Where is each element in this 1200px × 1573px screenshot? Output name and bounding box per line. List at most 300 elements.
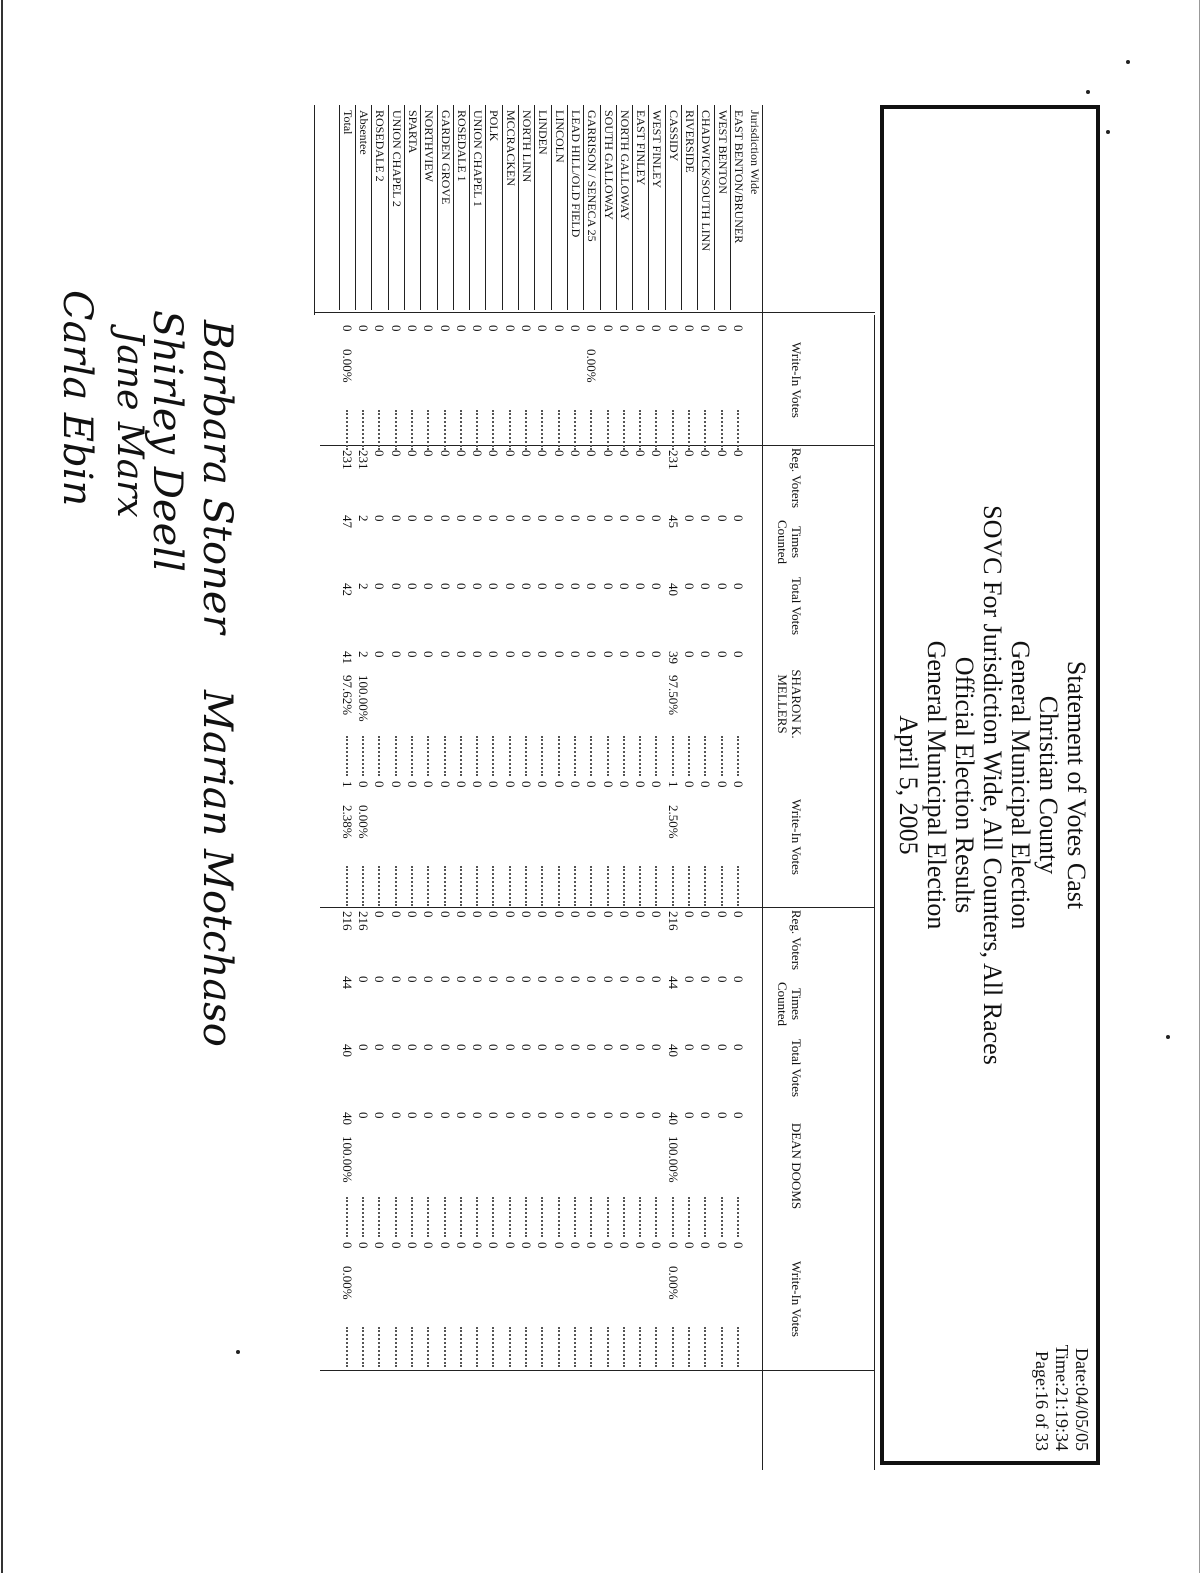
vote-value: 0 (568, 1112, 583, 1119)
vote-value: 0 (731, 515, 746, 522)
vote-value: 0 (698, 1242, 714, 1249)
dot-leader (670, 410, 674, 450)
vote-value: 0 (453, 325, 469, 332)
jurisdiction-name: NORTHVIEW (422, 110, 437, 182)
dot-leader (588, 866, 592, 906)
vote-value: 0 (372, 781, 388, 788)
vote-value: 0 (633, 976, 649, 983)
vote-value: 0 (470, 651, 486, 658)
vote-value: 0 (616, 583, 632, 590)
vote-value: 0 (470, 1044, 486, 1051)
dot-leader (458, 736, 462, 776)
vote-value: 0 (600, 450, 616, 457)
vote-value: 0 (568, 583, 583, 590)
vote-value: 1 (339, 781, 355, 788)
vote-value: 40 (665, 583, 681, 596)
vote-value: 0 (698, 515, 714, 522)
jurisdiction-name: LINDEN (536, 110, 551, 155)
vote-value: 0 (584, 1242, 600, 1249)
vote-value: 0 (372, 1242, 388, 1249)
row-rule (518, 105, 519, 310)
vote-value: 0 (519, 450, 535, 457)
title-line: General Municipal Election (922, 640, 951, 930)
vote-value: 0 (470, 1242, 486, 1249)
dot-leader (719, 1327, 723, 1367)
row-rule (632, 105, 633, 310)
vote-percent: 0.00% (356, 805, 372, 839)
dot-leader (702, 736, 706, 776)
vote-value: 0 (584, 911, 600, 918)
dot-leader (409, 1327, 413, 1367)
dot-leader (393, 1197, 397, 1237)
dot-leader (344, 1327, 348, 1367)
dot-leader (458, 866, 462, 906)
vote-value: 0 (421, 515, 437, 522)
jurisdiction-name: CHADWICK/SOUTH LINN (699, 110, 714, 251)
vote-value: 0 (356, 976, 372, 983)
vote-value: 0 (437, 325, 453, 332)
vote-value: 0 (388, 781, 404, 788)
dot-leader (735, 866, 739, 906)
vote-value: 44 (339, 976, 355, 989)
vote-value: 0 (714, 781, 730, 788)
vote-value: 0 (356, 781, 372, 788)
row-rule (388, 105, 389, 310)
vote-value: 0 (535, 1242, 551, 1249)
row-rule (453, 105, 454, 310)
dot-leader (491, 1327, 495, 1367)
vote-value: 0 (584, 325, 600, 332)
vote-value: 0 (356, 1044, 372, 1051)
vote-value: 0 (649, 450, 665, 457)
dot-leader (654, 1327, 658, 1367)
report-time: Time:21:19:34 (1052, 1344, 1072, 1451)
dot-leader (621, 736, 625, 776)
vote-value: 0 (519, 515, 535, 522)
report-date: Date:04/05/05 (1072, 1348, 1092, 1451)
vote-value: 0 (486, 450, 502, 457)
dot-leader (507, 1327, 511, 1367)
vote-value: 0 (405, 583, 420, 590)
jurisdiction-name: EAST BENTON/BRUNER (732, 110, 746, 244)
dot-leader (686, 1327, 690, 1367)
column-header: Total Votes (789, 1038, 804, 1098)
vote-value: 0 (682, 911, 698, 918)
vote-value: 0 (502, 1044, 518, 1051)
scan-speck (236, 1350, 240, 1354)
row-rule (567, 105, 568, 310)
dot-leader (491, 1197, 495, 1237)
vote-value: 0 (698, 651, 714, 658)
jurisdiction-name: SOUTH GALLOWAY (601, 110, 616, 220)
dot-leader (376, 1327, 380, 1367)
vote-value: 0 (502, 976, 518, 983)
vote-value: 0 (665, 1242, 681, 1249)
dot-leader (539, 410, 543, 450)
vote-value: 0 (584, 651, 600, 658)
dot-leader (735, 736, 739, 776)
dot-leader (556, 736, 560, 776)
vote-value: 0 (535, 1112, 551, 1119)
vote-value: 47 (339, 515, 355, 528)
vote-value: 0 (437, 911, 453, 918)
vote-value: 0 (405, 1044, 420, 1051)
vote-value: 0 (649, 325, 665, 332)
vote-value: 0 (616, 1242, 632, 1249)
vote-value: 0 (714, 911, 730, 918)
dot-leader (654, 410, 658, 450)
vote-value: 0 (568, 450, 583, 457)
vote-value: 0 (731, 1044, 746, 1051)
signature: Marian Motchaso (194, 690, 240, 1047)
dot-leader (376, 736, 380, 776)
vote-value: 0 (405, 450, 420, 457)
vote-value: 0 (437, 450, 453, 457)
dot-leader (572, 410, 576, 450)
vote-value: 0 (649, 1044, 665, 1051)
dot-leader (621, 410, 625, 450)
vote-value: 0 (453, 515, 469, 522)
scan-speck (1126, 60, 1130, 64)
column-header: SHARON K. MELLERS (775, 669, 804, 739)
vote-value: 0 (633, 781, 649, 788)
row-rule (714, 105, 715, 310)
vote-value: 41 (339, 651, 355, 664)
vote-value: 0 (388, 583, 404, 590)
vote-value: 0 (372, 583, 388, 590)
dot-leader (572, 1197, 576, 1237)
vote-value: 0 (486, 1242, 502, 1249)
title-line: SOVC For Jurisdiction Wide, All Counters, All Races (978, 505, 1007, 1065)
vote-value: 0 (388, 1242, 404, 1249)
vote-value: 0 (453, 911, 469, 918)
jurisdiction-name: GARDEN GROVE (438, 110, 453, 205)
dot-leader (523, 866, 527, 906)
vote-value: 0 (519, 976, 535, 983)
dot-leader (376, 866, 380, 906)
dot-leader (523, 1197, 527, 1237)
vote-value: 0 (616, 781, 632, 788)
vote-value: 0 (486, 325, 502, 332)
scan-speck (1166, 1035, 1170, 1039)
jurisdiction-name: CASSIDY (666, 110, 681, 162)
vote-value: 0 (731, 911, 746, 918)
vote-value: 0 (568, 1044, 583, 1051)
dot-leader (507, 736, 511, 776)
dot-leader (442, 1327, 446, 1367)
row-rule (649, 105, 650, 310)
jurisdiction-name: NORTH GALLOWAY (617, 110, 632, 221)
vote-value: 0 (584, 976, 600, 983)
report-page: Page:16 of 33 (1032, 1351, 1052, 1451)
title-line: Christian County (1034, 695, 1063, 875)
dot-leader (605, 410, 609, 450)
table-border (874, 315, 875, 1470)
dot-leader (588, 1197, 592, 1237)
dot-leader (556, 1327, 560, 1367)
vote-value: 0 (568, 911, 583, 918)
dot-leader (637, 1327, 641, 1367)
dot-leader (605, 1197, 609, 1237)
vote-value: 0 (437, 781, 453, 788)
row-rule (469, 105, 470, 310)
dot-leader (409, 1197, 413, 1237)
vote-value: 0 (600, 515, 616, 522)
row-rule (502, 105, 503, 310)
vote-value: 0 (437, 1044, 453, 1051)
vote-value: 0 (486, 781, 502, 788)
vote-value: 0 (502, 515, 518, 522)
table-border (315, 312, 875, 313)
column-header: Write-In Votes (789, 799, 804, 875)
row-rule (371, 105, 372, 310)
vote-value: 0 (502, 325, 518, 332)
dot-leader (507, 866, 511, 906)
vote-value: 0 (388, 450, 404, 457)
jurisdiction-name: RIVERSIDE (683, 110, 698, 173)
vote-value: 0 (584, 1112, 600, 1119)
vote-value: 0 (551, 976, 567, 983)
vote-value: 0 (682, 1044, 698, 1051)
table-border (320, 1370, 875, 1371)
vote-value: 0 (682, 450, 698, 457)
dot-leader (670, 866, 674, 906)
vote-value: 0 (633, 583, 649, 590)
vote-value: 0 (339, 1242, 355, 1249)
dot-leader (702, 410, 706, 450)
vote-value: 0 (731, 325, 746, 332)
vote-value: 0 (649, 976, 665, 983)
jurisdiction-name: ROSEDALE 2 (373, 110, 388, 182)
jurisdiction-name: GARRISON / SENECA 25 (585, 110, 600, 242)
vote-value: 40 (665, 1044, 681, 1057)
vote-value: 0 (437, 583, 453, 590)
vote-value: 0 (714, 583, 730, 590)
vote-percent: 100.00% (665, 1136, 681, 1183)
vote-value: 0 (568, 651, 583, 658)
vote-value: 0 (551, 515, 567, 522)
vote-value: 231 (339, 450, 355, 470)
vote-value: 0 (616, 1112, 632, 1119)
jurisdiction-name: LINCOLN (552, 110, 567, 163)
jurisdiction-name: POLK (487, 110, 502, 142)
vote-value: 0 (535, 325, 551, 332)
vote-value: 0 (486, 651, 502, 658)
dot-leader (442, 866, 446, 906)
dot-leader (393, 1327, 397, 1367)
dot-leader (491, 866, 495, 906)
vote-value: 0 (421, 1112, 437, 1119)
vote-value: 0 (356, 325, 372, 332)
vote-value: 0 (535, 651, 551, 658)
dot-leader (670, 1197, 674, 1237)
row-rule (339, 105, 340, 310)
column-header: Reg. Voters (789, 909, 804, 971)
dot-leader (654, 736, 658, 776)
vote-value: 0 (421, 325, 437, 332)
vote-value: 0 (453, 450, 469, 457)
vote-value: 0 (470, 583, 486, 590)
jurisdiction-name: LEAD HILL/OLD FIELD (569, 110, 583, 238)
scan-edge (1, 0, 3, 1573)
vote-value: 0 (584, 515, 600, 522)
table-border (320, 445, 875, 446)
vote-value: 0 (568, 976, 583, 983)
vote-value: 0 (698, 1044, 714, 1051)
vote-value: 0 (600, 1112, 616, 1119)
row-rule (551, 105, 552, 310)
dot-leader (425, 1197, 429, 1237)
vote-value: 0 (649, 781, 665, 788)
jurisdiction-header: Jurisdiction Wide (748, 110, 762, 195)
dot-leader (458, 410, 462, 450)
vote-value: 0 (731, 1112, 746, 1119)
dot-leader (572, 1327, 576, 1367)
dot-leader (556, 866, 560, 906)
vote-value: 0 (698, 450, 714, 457)
vote-value: 0 (714, 651, 730, 658)
row-rule (600, 105, 601, 310)
dot-leader (491, 410, 495, 450)
dot-leader (409, 410, 413, 450)
dot-leader (605, 1327, 609, 1367)
vote-value: 0 (600, 976, 616, 983)
vote-value: 0 (682, 781, 698, 788)
vote-value: 0 (633, 651, 649, 658)
vote-value: 0 (453, 1242, 469, 1249)
row-rule (583, 105, 584, 310)
vote-value: 40 (339, 1112, 355, 1125)
vote-percent: 2.38% (339, 805, 355, 839)
vote-value: 0 (731, 651, 746, 658)
jurisdiction-name: UNION CHAPEL 1 (471, 110, 486, 207)
dot-leader (621, 1197, 625, 1237)
title-line: April 5, 2005 (894, 715, 923, 855)
dot-leader (360, 410, 364, 450)
vote-value: 0 (405, 515, 420, 522)
dot-leader (556, 1197, 560, 1237)
dot-leader (442, 410, 446, 450)
vote-value: 0 (616, 515, 632, 522)
vote-value: 0 (421, 450, 437, 457)
vote-value: 0 (421, 781, 437, 788)
vote-value: 0 (731, 450, 746, 457)
vote-value: 0 (714, 1112, 730, 1119)
vote-value: 0 (421, 1044, 437, 1051)
dot-leader (719, 866, 723, 906)
dot-leader (442, 1197, 446, 1237)
dot-leader (474, 866, 478, 906)
vote-value: 0 (682, 515, 698, 522)
vote-value: 2 (356, 515, 372, 522)
vote-value: 0 (502, 781, 518, 788)
vote-value: 0 (714, 976, 730, 983)
dot-leader (409, 866, 413, 906)
dot-leader (491, 736, 495, 776)
dot-leader (572, 736, 576, 776)
vote-value: 0 (372, 325, 388, 332)
vote-value: 0 (698, 976, 714, 983)
vote-value: 0 (519, 781, 535, 788)
dot-leader (539, 1197, 543, 1237)
jurisdiction-name: SPARTA (406, 110, 420, 154)
vote-value: 0 (437, 515, 453, 522)
header-box (880, 105, 1100, 1465)
row-rule (404, 105, 405, 310)
vote-value: 0 (682, 1242, 698, 1249)
dot-leader (637, 1197, 641, 1237)
vote-value: 0 (535, 450, 551, 457)
vote-value: 0 (633, 1044, 649, 1051)
dot-leader (719, 410, 723, 450)
vote-value: 0 (682, 583, 698, 590)
vote-value: 0 (437, 651, 453, 658)
vote-value: 0 (356, 1242, 372, 1249)
vote-value: 0 (453, 1112, 469, 1119)
vote-value: 0 (682, 325, 698, 332)
vote-value: 0 (486, 583, 502, 590)
vote-value: 0 (551, 450, 567, 457)
title-line: Official Election Results (950, 656, 979, 914)
row-rule (355, 105, 356, 310)
vote-value: 0 (372, 651, 388, 658)
vote-value: 0 (600, 781, 616, 788)
vote-value: 0 (372, 1112, 388, 1119)
vote-value: 0 (584, 781, 600, 788)
vote-value: 0 (714, 450, 730, 457)
dot-leader (605, 736, 609, 776)
vote-value: 0 (616, 911, 632, 918)
dot-leader (344, 1197, 348, 1237)
vote-value: 0 (584, 450, 600, 457)
vote-value: 0 (633, 450, 649, 457)
vote-value: 40 (665, 1112, 681, 1125)
jurisdiction-name: NORTH LINN (520, 110, 535, 183)
vote-value: 0 (421, 976, 437, 983)
vote-value: 0 (388, 651, 404, 658)
dot-leader (425, 1327, 429, 1367)
dot-leader (621, 866, 625, 906)
column-header: Write-In Votes (789, 342, 804, 418)
vote-percent: 97.62% (339, 675, 355, 716)
vote-value: 231 (356, 450, 372, 470)
vote-value: 42 (339, 583, 355, 596)
vote-value: 0 (470, 450, 486, 457)
jurisdiction-name: ROSEDALE 1 (454, 110, 469, 182)
vote-percent: 0.00% (339, 1266, 355, 1300)
dot-leader (360, 736, 364, 776)
table-border (762, 105, 763, 1470)
vote-value: 0 (616, 1044, 632, 1051)
dot-leader (686, 736, 690, 776)
dot-leader (507, 410, 511, 450)
vote-value: 0 (388, 1044, 404, 1051)
vote-value: 0 (453, 781, 469, 788)
vote-value: 0 (616, 325, 632, 332)
dot-leader (539, 736, 543, 776)
vote-value: 0 (649, 651, 665, 658)
dot-leader (376, 1197, 380, 1237)
vote-value: 231 (665, 450, 681, 470)
vote-value: 0 (421, 583, 437, 590)
dot-leader (539, 866, 543, 906)
dot-leader (474, 736, 478, 776)
dot-leader (735, 1327, 739, 1367)
dot-leader (588, 1327, 592, 1367)
vote-value: 0 (372, 911, 388, 918)
column-header: Write-In Votes (789, 1261, 804, 1337)
vote-value: 0 (633, 325, 649, 332)
